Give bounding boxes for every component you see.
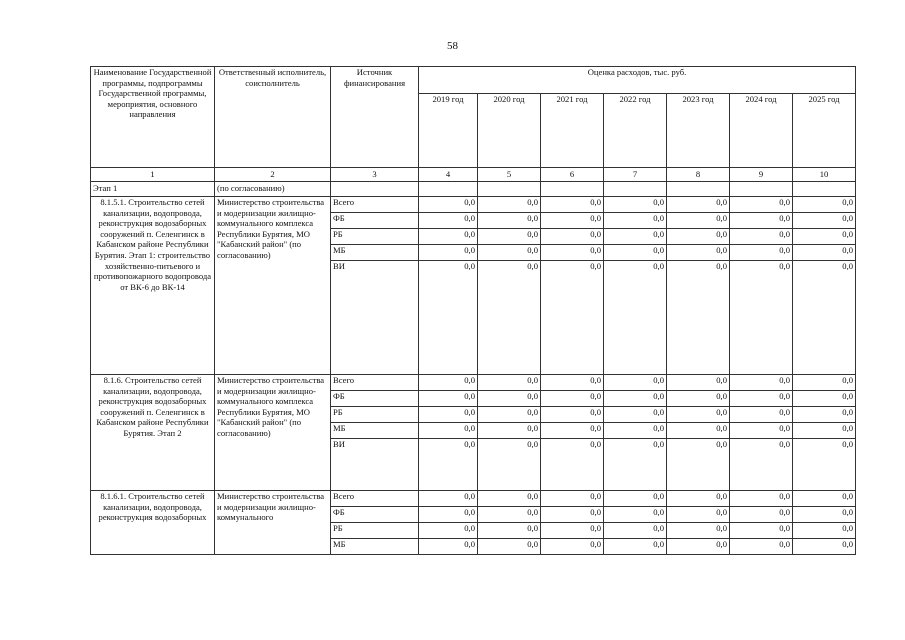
cost-value: 0,0 bbox=[541, 523, 604, 539]
header-funding-source: Источник финансирования bbox=[331, 67, 419, 168]
cost-value: 0,0 bbox=[419, 439, 478, 491]
funding-source: ФБ bbox=[331, 507, 419, 523]
cost-value: 0,0 bbox=[667, 229, 730, 245]
cost-value: 0,0 bbox=[478, 539, 541, 555]
cost-value: 0,0 bbox=[478, 523, 541, 539]
cost-value: 0,0 bbox=[478, 507, 541, 523]
table-row bbox=[91, 491, 856, 507]
cost-value: 0,0 bbox=[667, 539, 730, 555]
cost-value: 0,0 bbox=[793, 423, 856, 439]
cost-value: 0,0 bbox=[541, 391, 604, 407]
cost-value: 0,0 bbox=[730, 375, 793, 391]
column-number: 10 bbox=[793, 168, 856, 182]
activity-name: 8.1.6. Строительство сетей канализации, водопровода, реконструкция водозаборных сооружений п. Селенгинск в Кабанском районе Республики Бурятия. Этап 2 bbox=[91, 375, 215, 491]
funding-source: ВИ bbox=[331, 261, 419, 375]
column-number: 5 bbox=[478, 168, 541, 182]
header-year: 2024 год bbox=[730, 94, 793, 168]
cost-value: 0,0 bbox=[541, 213, 604, 229]
cost-value: 0,0 bbox=[793, 375, 856, 391]
cost-value: 0,0 bbox=[730, 423, 793, 439]
cost-value: 0,0 bbox=[478, 213, 541, 229]
cost-value: 0,0 bbox=[478, 229, 541, 245]
cost-value: 0,0 bbox=[419, 523, 478, 539]
table-row bbox=[91, 197, 856, 213]
empty-cell bbox=[541, 182, 604, 197]
activity-executor: Министерство строительства и модернизации жилищно-коммунального комплекса Республики Бурятия, МО "Кабанский район" (по согласованию) bbox=[215, 197, 331, 375]
cost-value: 0,0 bbox=[419, 539, 478, 555]
empty-cell bbox=[331, 182, 419, 197]
column-number: 4 bbox=[419, 168, 478, 182]
cost-value: 0,0 bbox=[667, 439, 730, 491]
header-year: 2021 год bbox=[541, 94, 604, 168]
cost-value: 0,0 bbox=[419, 245, 478, 261]
cost-value: 0,0 bbox=[478, 423, 541, 439]
empty-cell bbox=[478, 182, 541, 197]
cost-value: 0,0 bbox=[667, 491, 730, 507]
cost-value: 0,0 bbox=[541, 539, 604, 555]
cost-value: 0,0 bbox=[730, 539, 793, 555]
column-number: 1 bbox=[91, 168, 215, 182]
header-executor: Ответственный исполнитель, соисполнитель bbox=[215, 67, 331, 168]
cost-value: 0,0 bbox=[419, 407, 478, 423]
cost-value: 0,0 bbox=[541, 407, 604, 423]
cost-value: 0,0 bbox=[730, 523, 793, 539]
empty-cell bbox=[730, 182, 793, 197]
column-number: 9 bbox=[730, 168, 793, 182]
cost-value: 0,0 bbox=[730, 229, 793, 245]
cost-value: 0,0 bbox=[730, 213, 793, 229]
cost-value: 0,0 bbox=[604, 375, 667, 391]
column-number-row bbox=[91, 168, 856, 182]
cost-value: 0,0 bbox=[667, 391, 730, 407]
header-year: 2020 год bbox=[478, 94, 541, 168]
cost-value: 0,0 bbox=[793, 213, 856, 229]
activity-name: 8.1.6.1. Строительство сетей канализации, водопровода, реконструкция водозаборных bbox=[91, 491, 215, 555]
cost-value: 0,0 bbox=[793, 507, 856, 523]
cost-value: 0,0 bbox=[541, 439, 604, 491]
funding-source: ФБ bbox=[331, 391, 419, 407]
header-year: 2019 год bbox=[419, 94, 478, 168]
header-costs-group: Оценка расходов, тыс. руб. bbox=[419, 67, 856, 94]
cost-value: 0,0 bbox=[730, 197, 793, 213]
header-year: 2023 год bbox=[667, 94, 730, 168]
cost-value: 0,0 bbox=[793, 245, 856, 261]
empty-cell bbox=[793, 182, 856, 197]
stage-executor: (по согласованию) bbox=[215, 182, 331, 197]
column-number: 2 bbox=[215, 168, 331, 182]
cost-value: 0,0 bbox=[793, 197, 856, 213]
funding-source: ВИ bbox=[331, 439, 419, 491]
budget-table bbox=[90, 66, 856, 555]
cost-value: 0,0 bbox=[604, 523, 667, 539]
cost-value: 0,0 bbox=[730, 439, 793, 491]
cost-value: 0,0 bbox=[730, 261, 793, 375]
page-number: 58 bbox=[447, 40, 458, 52]
cost-value: 0,0 bbox=[604, 197, 667, 213]
cost-value: 0,0 bbox=[793, 523, 856, 539]
cost-value: 0,0 bbox=[793, 491, 856, 507]
header-row-1 bbox=[91, 67, 856, 94]
cost-value: 0,0 bbox=[604, 539, 667, 555]
cost-value: 0,0 bbox=[604, 423, 667, 439]
cost-value: 0,0 bbox=[604, 229, 667, 245]
cost-value: 0,0 bbox=[667, 507, 730, 523]
cost-value: 0,0 bbox=[730, 507, 793, 523]
cost-value: 0,0 bbox=[604, 507, 667, 523]
funding-source: МБ bbox=[331, 423, 419, 439]
cost-value: 0,0 bbox=[730, 391, 793, 407]
cost-value: 0,0 bbox=[730, 407, 793, 423]
empty-cell bbox=[667, 182, 730, 197]
cost-value: 0,0 bbox=[419, 261, 478, 375]
cost-value: 0,0 bbox=[541, 491, 604, 507]
funding-source: РБ bbox=[331, 407, 419, 423]
cost-value: 0,0 bbox=[541, 375, 604, 391]
cost-value: 0,0 bbox=[793, 391, 856, 407]
cost-value: 0,0 bbox=[667, 407, 730, 423]
cost-value: 0,0 bbox=[667, 197, 730, 213]
cost-value: 0,0 bbox=[793, 539, 856, 555]
cost-value: 0,0 bbox=[419, 423, 478, 439]
header-year: 2025 год bbox=[793, 94, 856, 168]
cost-value: 0,0 bbox=[604, 245, 667, 261]
cost-value: 0,0 bbox=[541, 197, 604, 213]
cost-value: 0,0 bbox=[419, 375, 478, 391]
cost-value: 0,0 bbox=[793, 439, 856, 491]
cost-value: 0,0 bbox=[478, 491, 541, 507]
cost-value: 0,0 bbox=[667, 261, 730, 375]
cost-value: 0,0 bbox=[478, 439, 541, 491]
cost-value: 0,0 bbox=[541, 507, 604, 523]
cost-value: 0,0 bbox=[419, 391, 478, 407]
cost-value: 0,0 bbox=[541, 245, 604, 261]
stage-name: Этап 1 bbox=[91, 182, 215, 197]
column-number: 7 bbox=[604, 168, 667, 182]
funding-source: Всего bbox=[331, 491, 419, 507]
cost-value: 0,0 bbox=[419, 229, 478, 245]
cost-value: 0,0 bbox=[667, 423, 730, 439]
cost-value: 0,0 bbox=[478, 197, 541, 213]
column-number: 6 bbox=[541, 168, 604, 182]
cost-value: 0,0 bbox=[604, 261, 667, 375]
cost-value: 0,0 bbox=[604, 391, 667, 407]
cost-value: 0,0 bbox=[604, 213, 667, 229]
cost-value: 0,0 bbox=[604, 439, 667, 491]
activity-executor: Министерство строительства и модернизации жилищно-коммунального bbox=[215, 491, 331, 555]
cost-value: 0,0 bbox=[667, 245, 730, 261]
cost-value: 0,0 bbox=[730, 245, 793, 261]
cost-value: 0,0 bbox=[478, 245, 541, 261]
stage-row bbox=[91, 182, 856, 197]
funding-source: Всего bbox=[331, 197, 419, 213]
cost-value: 0,0 bbox=[604, 407, 667, 423]
cost-value: 0,0 bbox=[793, 407, 856, 423]
funding-source: Всего bbox=[331, 375, 419, 391]
cost-value: 0,0 bbox=[604, 491, 667, 507]
cost-value: 0,0 bbox=[478, 407, 541, 423]
funding-source: РБ bbox=[331, 523, 419, 539]
cost-value: 0,0 bbox=[419, 507, 478, 523]
cost-value: 0,0 bbox=[667, 213, 730, 229]
cost-value: 0,0 bbox=[541, 423, 604, 439]
column-number: 3 bbox=[331, 168, 419, 182]
cost-value: 0,0 bbox=[419, 213, 478, 229]
header-program-name: Наименование Государственной программы, подпрограммы Государственной программы, мероприятия, основного направления bbox=[91, 67, 215, 168]
cost-value: 0,0 bbox=[419, 491, 478, 507]
cost-value: 0,0 bbox=[667, 375, 730, 391]
cost-value: 0,0 bbox=[541, 261, 604, 375]
funding-source: РБ bbox=[331, 229, 419, 245]
column-number: 8 bbox=[667, 168, 730, 182]
table-row bbox=[91, 375, 856, 391]
funding-source: МБ bbox=[331, 539, 419, 555]
cost-value: 0,0 bbox=[541, 229, 604, 245]
cost-value: 0,0 bbox=[478, 391, 541, 407]
empty-cell bbox=[604, 182, 667, 197]
cost-value: 0,0 bbox=[793, 261, 856, 375]
cost-value: 0,0 bbox=[793, 229, 856, 245]
cost-value: 0,0 bbox=[667, 523, 730, 539]
cost-value: 0,0 bbox=[478, 375, 541, 391]
cost-value: 0,0 bbox=[478, 261, 541, 375]
cost-value: 0,0 bbox=[730, 491, 793, 507]
funding-source: ФБ bbox=[331, 213, 419, 229]
cost-value: 0,0 bbox=[419, 197, 478, 213]
activity-name: 8.1.5.1. Строительство сетей канализации, водопровода, реконструкция водозаборных сооружений п. Селенгинск в Кабанском районе Республики Бурятия. Этап 1: строительство хозяйственно-питьевого и противопожарного водопровода от ВК-6 до ВК-14 bbox=[91, 197, 215, 375]
funding-source: МБ bbox=[331, 245, 419, 261]
empty-cell bbox=[419, 182, 478, 197]
header-year: 2022 год bbox=[604, 94, 667, 168]
activity-executor: Министерство строительства и модернизации жилищно-коммунального комплекса Республики Бурятия, МО "Кабанский район" (по согласованию) bbox=[215, 375, 331, 491]
